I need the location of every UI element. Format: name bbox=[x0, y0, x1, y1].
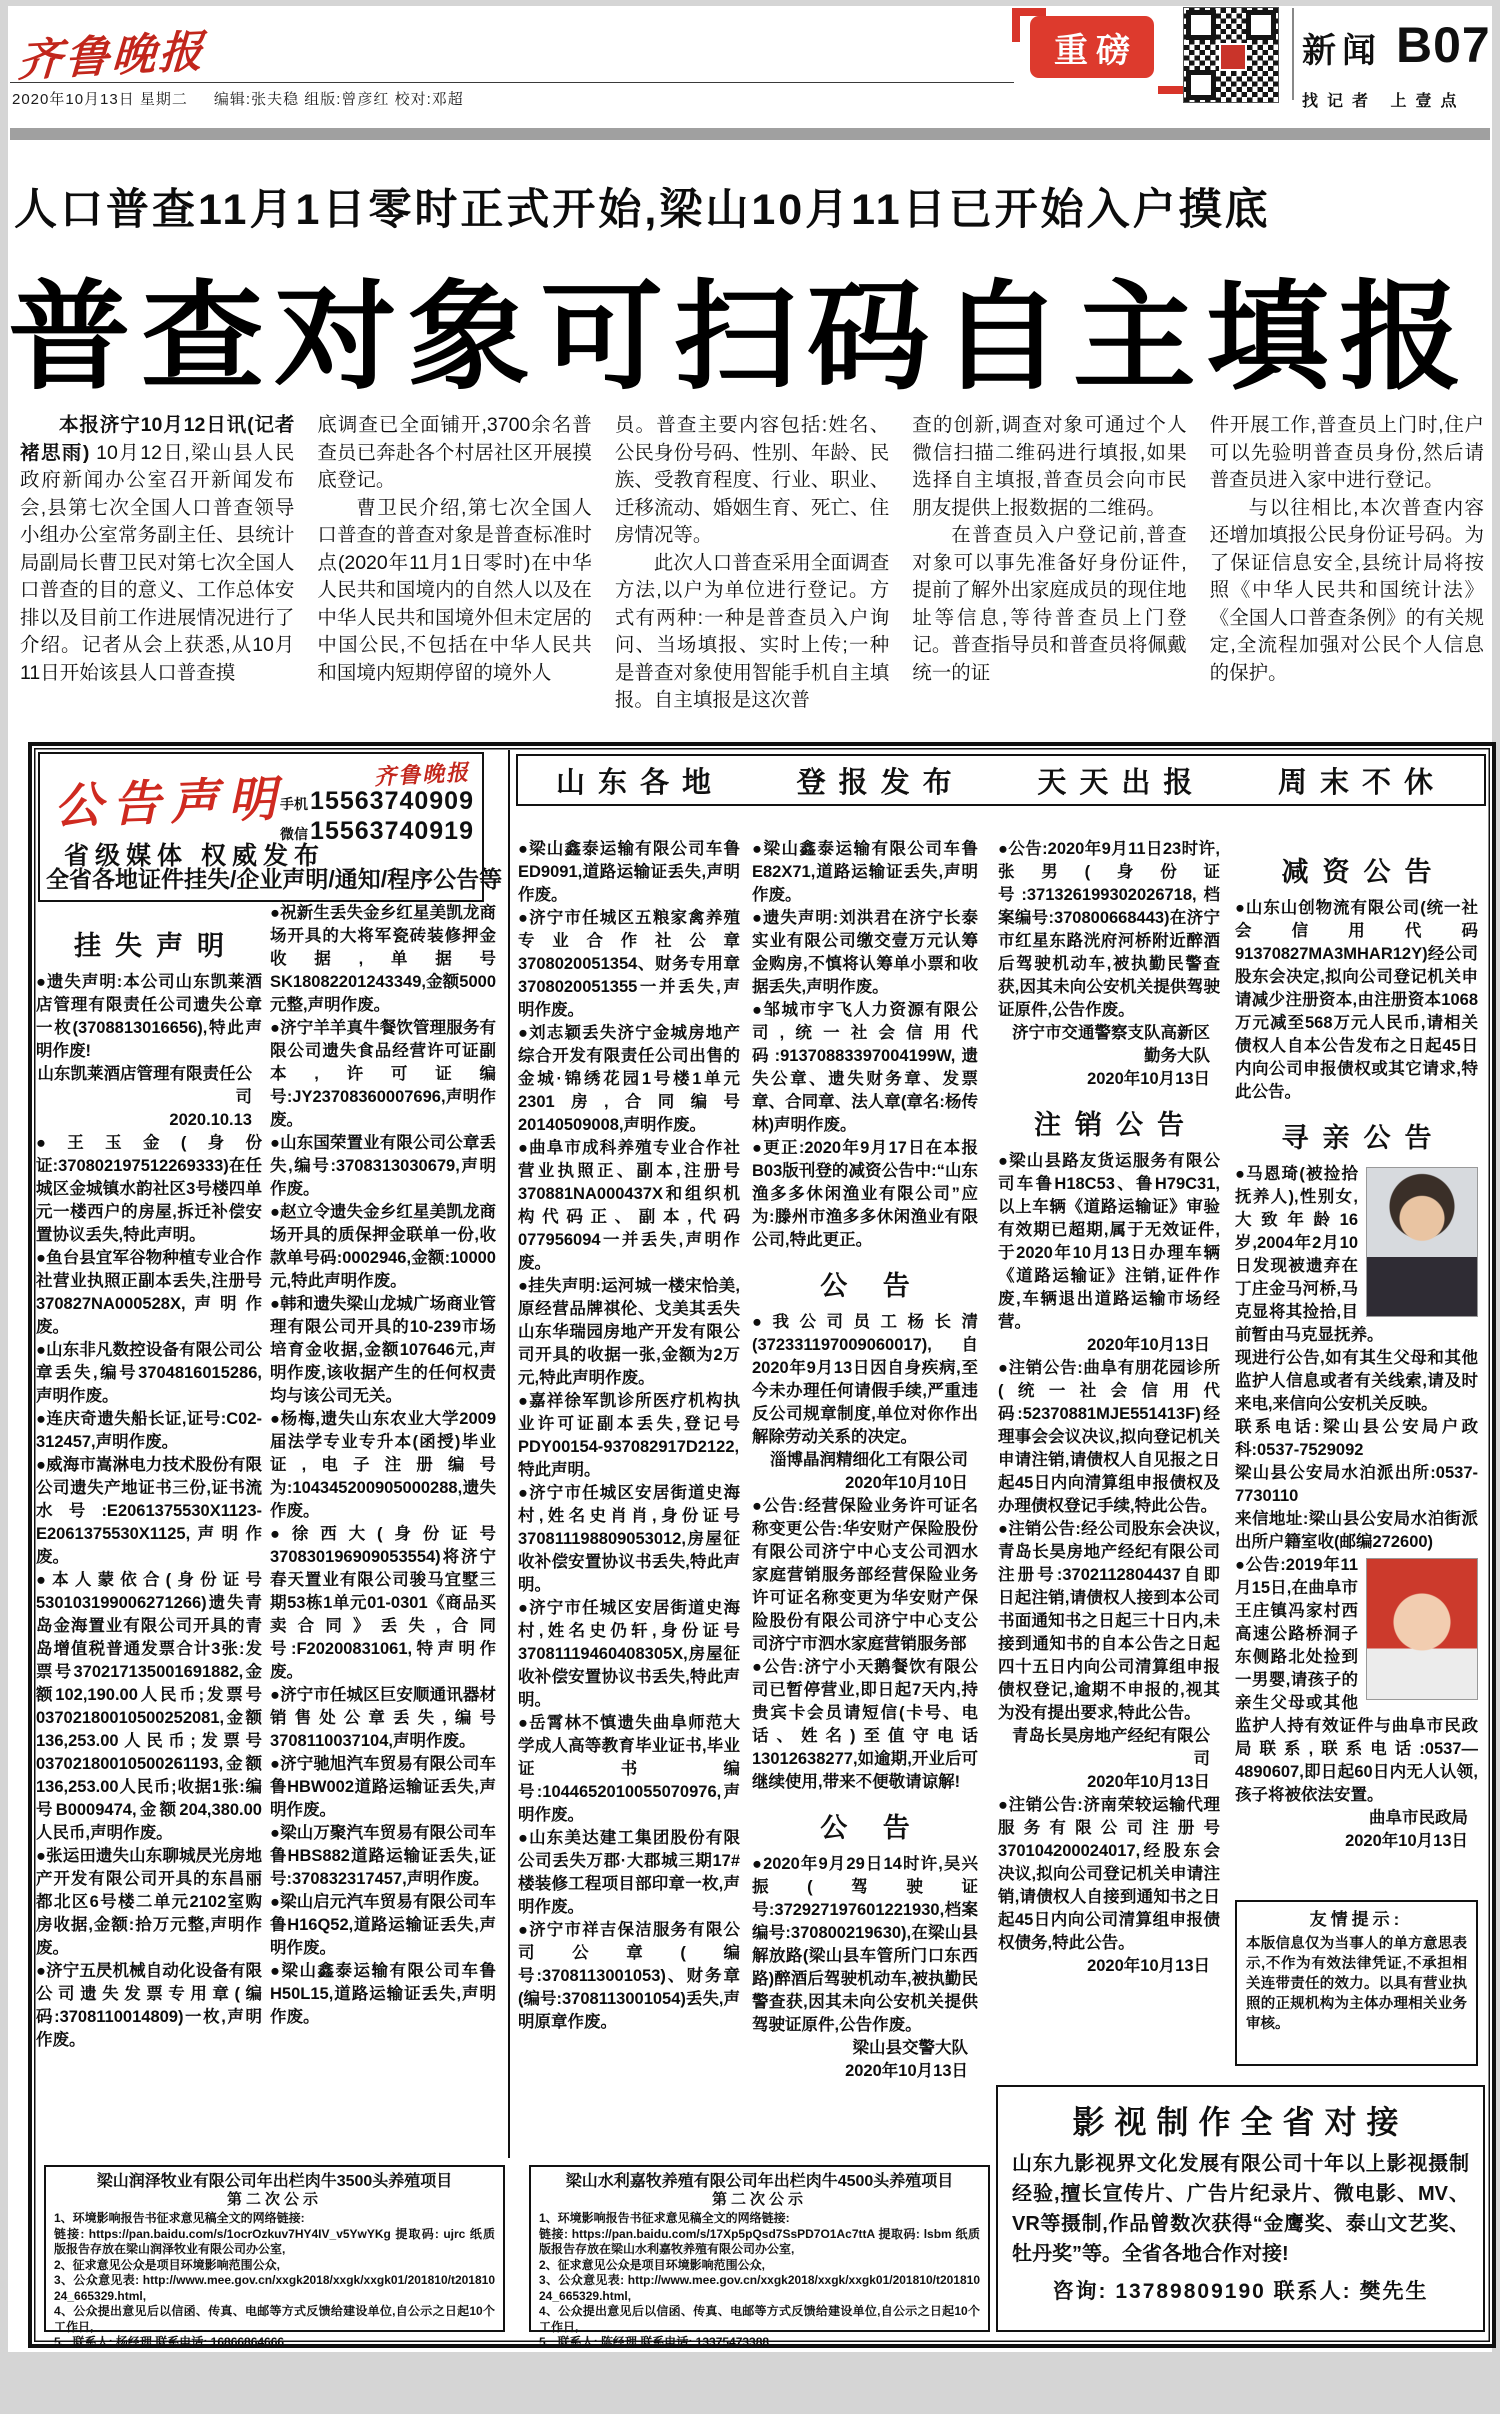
ads-section-header: 寻亲公告 bbox=[1281, 1123, 1446, 1153]
ad-item: ●注销公告:济南荣较运输代理服务有限公司注册号370104200024017,经股东会决议,拟向公司登记机关申请注销,请债权人自接到通知书之日起45日内向公司清算组申报债权债务,特此公告。 2020年10月13日 bbox=[998, 1794, 1220, 1978]
phone-number: 15563740909 bbox=[310, 787, 474, 815]
ad-item: ●威海市嵩淋电力技术股份有限公司遗失产地证书三份,证书流水号:E2061375530X1123-E2061375530X1125,声明作废。 bbox=[36, 1456, 262, 1566]
ad-item: ●梁山万聚汽车贸易有限公司车鲁HBS882道路运输证丢失,证号:370832317457,声明作废。 bbox=[270, 1824, 496, 1888]
ad-item: ●徐西大(身份证号370830196909053554)将济宁春天置业有限公司骏马宜墅三期53栋1单元01-0301《商品买卖合同》丢失,合同号:F20200831061,特声明作废。 bbox=[270, 1525, 496, 1681]
ads-masthead-box bbox=[38, 752, 503, 902]
list-item: 山东各地 bbox=[556, 766, 725, 799]
list-item: 链接: https://pan.baidu.com/s/17Xp5pQsd7SsPD7O1Ac7ttA 提取码: lsbm 纸质版报告存放在梁山水利嘉牧养殖有限公司办公室, bbox=[539, 2226, 980, 2256]
signature-line: 2020年10月13日 bbox=[845, 2062, 968, 2080]
ads-tagline: 省级媒体 权威发布 bbox=[64, 842, 325, 870]
ads-section-header: 注销公告 bbox=[1034, 1110, 1198, 1140]
list-item: 登报发布 bbox=[796, 766, 965, 799]
article-column-1 bbox=[20, 412, 294, 742]
article-paragraph: 查的创新,调查对象可通过个人微信扫描二维码进行填报,如果选择自主填报,普查员会向市民朋友提供上报数据的二维码。 bbox=[912, 414, 1187, 519]
ad-item: ●祝新生丢失金乡红星美凯龙商场开具的大将军瓷砖装修押金收据,单据号SK18082201243349,金额5000元整,声明作废。 bbox=[270, 904, 496, 1014]
ads-column-5 bbox=[998, 838, 1220, 2078]
signature-line: 2020年10月13日 bbox=[1087, 1336, 1210, 1354]
disclaimer-box bbox=[1235, 1900, 1478, 2066]
ads-brand-logo: 齐鲁晚报 bbox=[373, 759, 471, 790]
ads-service-banner bbox=[516, 754, 1486, 806]
film-ad-body: 山东九影视界文化发展有限公司十年以上影视摄制经验,擅长宣传片、广告片纪录片、微电影、MV、VR等摄制,作品曾数次获得“金鹰奖、泰山文艺奖、牡丹奖”等。全省各地合作对接! bbox=[1012, 2153, 1469, 2265]
article-column-3 bbox=[615, 412, 889, 742]
ad-item: ●济宁五昃机械自动化设备有限公司遗失发票专用章(编码:3708110014809)一枚,声明作废。 bbox=[36, 1962, 262, 2049]
list-item: 3、公众意见表: http://www.mee.gov.cn/xxgk2018/xxgk/xxgk01/201810/t20181024_665329.html, bbox=[54, 2273, 495, 2303]
ad-item: ●挂失声明:运河城一楼宋恰美,原经营品牌祺伦、戈美其丢失山东华瑞园房地产开发有限公司开具的收据一张,金额为2万元,特此声明作废。 bbox=[518, 1277, 740, 1387]
ad-item: ●梁山鑫泰运输有限公司车鲁E82X71,道路运输证丢失,声明作废。 bbox=[752, 840, 978, 904]
list-item: 周末不休 bbox=[1277, 766, 1446, 799]
ad-item: 来信地址:梁山县公安局水泊街派出所户籍室收(邮编272600) bbox=[1235, 1510, 1478, 1551]
film-production-ad-box bbox=[996, 2085, 1485, 2332]
ad-item: ●梁山鑫泰运输有限公司车鲁ED9091,道路运输证丢失,声明作废。 bbox=[518, 840, 740, 904]
list-item: 4、公众提出意见后以信函、传真、电邮等方式反馈给建设单位,自公示之日起10个工作日, bbox=[539, 2304, 980, 2334]
list-item: 1、环境影响报告书征求意见稿全文的网络链接: bbox=[539, 2211, 790, 2225]
qr-center-logo-icon bbox=[1219, 43, 1247, 71]
article-paragraph: 与以往相比,本次普查内容还增加填报公民身份证号码。为了保证信息安全,县统计局将按照《中华人民共和国统计法》《全国人口普查条例》的有关规定,全流程加强对公民个人信息的保护。 bbox=[1209, 496, 1485, 684]
ad-item: ●济宁市任城区安居街道史海村,姓名史仍轩,身份证号37081119460408305X,房屋征收补偿安置协议书丢失,特此声明。 bbox=[518, 1599, 740, 1709]
signature-line: 2020年10月10日 bbox=[845, 1474, 968, 1492]
ads-column-4 bbox=[752, 838, 978, 2158]
ad-item: ●遗失声明:刘洪君在济宁长泰实业有限公司缴交壹万元认筹金购房,不慎将认筹单小票和收据丢失,声明作废。 bbox=[752, 909, 978, 996]
ads-column-6 bbox=[1235, 838, 1478, 1896]
newspaper-logo: 齐鲁晚报 bbox=[16, 26, 207, 87]
ad-item: ●山东国荣置业有限公司公章丢失,编号:3708313030679,声明作废。 bbox=[270, 1134, 496, 1198]
ad-item: ●梁山县路友货运服务有限公司车鲁H18C53、鲁H79C31,以上车辆《道路运输证》审验有效期已超期,属于无效证件,于2020年10月13日办理车辆《道路运输证》注销,证件作废,车辆退出道路运输市场经营。 2020年10月13日 bbox=[998, 1150, 1220, 1357]
ads-column-1 bbox=[36, 912, 262, 2157]
article-paragraph: 底调查已全面铺开,3700余名普查员已奔赴各个村居社区开展摸底登记。 bbox=[317, 414, 592, 491]
masthead-slogan: 找记者 上壹点 bbox=[1302, 93, 1466, 110]
notice-title: 梁山润泽牧业有限公司年出栏肉牛3500头养殖项目 bbox=[96, 2173, 453, 2190]
section-page-label bbox=[1302, 16, 1491, 74]
public-notice-box-2 bbox=[529, 2165, 990, 2349]
disclaimer-title: 友情提示: bbox=[1309, 1910, 1404, 1929]
ad-item: ●赵立令遗失金乡红星美凯龙商场开具的质保押金联单一份,收款单号码:0002946,金额:10000元,特此声明作废。 bbox=[270, 1203, 496, 1290]
ad-item: ●张运田遗失山东聊城昃光房地产开发有限公司开具的东昌丽都北区6号楼二单元2102室购房收据,金额:拾万元整,声明作废。 bbox=[36, 1847, 262, 1957]
article-column-4 bbox=[912, 412, 1186, 742]
signature-line: 2020.10.13 bbox=[169, 1111, 252, 1129]
article-paragraph: 件开展工作,普查员上门时,住户可以先验明普查员身份,然后请普查员进入家中进行登记。 bbox=[1209, 414, 1485, 491]
dateline bbox=[12, 88, 464, 109]
signature-line: 2020年10月13日 bbox=[1087, 1070, 1210, 1088]
list-item: 2、征求意见公众是项目环境影响范围公众, bbox=[539, 2257, 766, 2272]
ads-section-header: 公 告 bbox=[820, 1813, 924, 1843]
ad-item: ●山东山创物流有限公司(统一社会信用代码91370827MA3MHAR12Y)经公司股东会决定,拟向公司登记机关申请减少注册资本,由注册资本1068万元减至568万元人民币,请相关债权人自本公告发布之日起45日内向公司申报债权或其它请求,特此公告。 bbox=[1235, 899, 1478, 1101]
ads-scope: 全省各地证件挂失/企业声明/通知/程序公告等 bbox=[46, 866, 503, 892]
list-item: 链接: https://pan.baidu.com/s/1ocrOzkuv7HY4IV_v5YwYKg 提取码: ujrc 纸质版报告存放在梁山润泽牧业有限公司办公室, bbox=[54, 2226, 495, 2256]
ad-item: ●马恩琦(被捡拾抚养人),性别女,大致年龄16岁,2004年2月10日发现被遗弃在丁庄金马河桥,马克显将其捡拾,目前暂由马克显抚养。 bbox=[1235, 1163, 1478, 1347]
ad-item: ●山东美达建工集团股份有限公司丢失万郡·大郡城三期17#楼装修工程项目部印章一枚,声明作废。 bbox=[518, 1829, 740, 1916]
breaking-badge: 重磅 bbox=[1030, 16, 1154, 78]
ad-item: ●公告:经营保险业务许可证名称变更公告:华安财产保险股份有限公司济宁中心支公司泗水家庭营销服务部经营保险业务许可证名称变更为华安财产保险股份有限公司济宁中心支公司济宁市泗水家庭营销服务部 bbox=[752, 1497, 978, 1653]
ads-section-header: 公 告 bbox=[820, 1271, 924, 1301]
classified-ads-box bbox=[28, 742, 1496, 2348]
masthead-rule bbox=[10, 82, 1014, 83]
ad-item: ●2020年9月29日14时许,吴兴振(驾驶证号:372927197601221930,档案编号:370800219630),在梁山县解放路(梁山县车管所门口东西路)醉酒后驾驶机动车,被执勤民警查获,因其未向公安机关提供驾驶证原件,公告作废。 梁山县交警大队 2020年10月13日 bbox=[752, 1853, 978, 2083]
ad-item: ●韩和遗失梁山龙城广场商业管理有限公司开具的10-239市场培育金收据,金额107646元,声明作废,该收据产生的任何权责均与该公司无关。 bbox=[270, 1295, 496, 1405]
notice-subtitle: 第二次公示 bbox=[226, 2191, 322, 2208]
article-kicker: 人口普查11月1日零时正式开始,梁山10月11日已开始入户摸底 bbox=[14, 186, 1271, 234]
article-column-5 bbox=[1210, 412, 1484, 742]
ad-item: ●山东非凡数控设备有限公司公章丢失,编号3704816015286,声明作废。 bbox=[36, 1341, 262, 1405]
missing-person-photo bbox=[1366, 1167, 1478, 1317]
wechat-label: 微信 bbox=[280, 826, 309, 842]
qr-finder-icon bbox=[1186, 70, 1216, 100]
list-item: 5、联系人: 陈经理 联系电话: 13375473388 bbox=[539, 2335, 770, 2349]
page-number: B07 bbox=[1396, 17, 1491, 73]
article-paragraph: 本报济宁10月12日讯(记者 褚思雨) 10月12日,梁山县人民政府新闻办公室召开新闻发布会,县第七次全国人口普查领导小组办公室常务副主任、县统计局副局长曹卫民对第七次全国人口普查的目的意义、工作总体安排以及目前工作进展情况进行了介绍。记者从会上获悉,从10月11日开始该县人口普查摸 bbox=[20, 414, 295, 684]
ad-item: ●济宁市任城区安居街道史海村,姓名史肖肖,身份证号370811198809053012,房屋征收补偿安置协议书丢失,特此声明。 bbox=[518, 1484, 740, 1594]
found-baby-photo bbox=[1366, 1558, 1478, 1700]
ad-item: ●公告:2019年11月15日,在曲阜市王庄镇冯家村西高速公路桥洞子东侧路北处捡到一男婴,请孩子的亲生父母或其他监护人持有效证件与曲阜市民政局联系,联系电话:0537—4890607,即日起60日内无人认领,孩子将被依法安置。 曲阜市民政局 2020年10月13日 bbox=[1235, 1554, 1478, 1853]
list-item: 3、公众意见表: http://www.mee.gov.cn/xxgk2018/xxgk/xxgk01/201810/t20181024_665329.html, bbox=[539, 2273, 980, 2303]
ad-item: ●我公司员工杨长清(372331197009060017),自2020年9月13日因自身疾病,至今未办理任何请假手续,严重违反公司规章制度,单位对你作出解除劳动关系的决定。 淄博晶润精细化工有限公司 2020年10月10日 bbox=[752, 1311, 978, 1495]
qr-finder-icon bbox=[1186, 10, 1216, 40]
notice-subtitle: 第二次公示 bbox=[711, 2191, 807, 2208]
signature-line: 青岛长昊房地产经纪有限公司 bbox=[1012, 1727, 1210, 1768]
ad-item: 联系电话:梁山县公安局户政科:0537-7529092 bbox=[1235, 1418, 1478, 1459]
ad-item: ●更正:2020年9月17日在本报B03版刊登的减资公告中:“山东渔多多休闲渔业有限公司”应为:滕州市渔多多休闲渔业有限公司,特此更正。 bbox=[752, 1139, 978, 1249]
signature-line: 2020年10月13日 bbox=[1087, 1957, 1210, 1975]
film-ad-contact: 咨询: 13789809190 联系人: 樊先生 bbox=[1052, 2280, 1429, 2303]
ad-item: ●梁山启元汽车贸易有限公司车鲁H16Q52,道路运输证丢失,声明作废。 bbox=[270, 1893, 496, 1957]
qr-code-icon bbox=[1184, 8, 1278, 102]
ad-item: 现进行公告,如有其生父母和其他监护人信息或者有关线索,请及时来电,来信向公安机关反映。 bbox=[1235, 1349, 1478, 1413]
staff-text: 编辑:张夫稳 组版:曾彦红 校对:邓超 bbox=[213, 91, 464, 108]
masthead-divider bbox=[1292, 8, 1294, 100]
public-notice-box-1 bbox=[44, 2165, 505, 2349]
ads-column-3 bbox=[518, 838, 740, 2158]
wechat-number: 15563740919 bbox=[310, 817, 474, 845]
newspaper-page bbox=[8, 6, 1492, 2352]
ad-item: ●注销公告:曲阜有朋花园诊所(统一社会信用代码:52370881MJE551413F)经理事会会议决议,拟向登记机关申请注销,请债权人自见报之日起45日内向清算组申报债权及办理债权登记手续,特此公告。 bbox=[998, 1359, 1220, 1515]
list-item: 5、联系人: 杨经理 联系电话: 16866864666 bbox=[54, 2335, 285, 2349]
ad-item: ●遗失声明:本公司山东凯莱酒店管理有限责任公司遗失公章一枚(3708813016656),特此声明作废! 山东凯莱酒店管理有限责任公司 2020.10.13 bbox=[36, 971, 262, 1132]
list-item: 天天出报 bbox=[1037, 766, 1206, 799]
ad-item: ●济宁市任城区五粮家禽养殖专业合作社公章3708020051354、财务专用章3708020051355一并丢失,声明作废。 bbox=[518, 909, 740, 1019]
notice-lines bbox=[539, 2211, 980, 2351]
ad-item: ●公告:济宁小天鹅餐饮有限公司已暂停营业,即日起7天内,持贵宾卡会员请短信(卡号、电话、姓名)至值守电话13012638277,如逾期,开业后可继续使用,带来不便敬请谅解! bbox=[752, 1658, 978, 1791]
qr-finder-icon bbox=[1246, 10, 1276, 40]
signature-line: 2020年10月13日 bbox=[1087, 1773, 1210, 1791]
ads-column-2 bbox=[270, 902, 496, 2157]
disclaimer-text: 本版信息仅为当事人的单方意思表示,不作为有效法律凭证,不承担相关连带责任的效力。以具有营业执照的正规机构为主体办理相关业务审核。 bbox=[1246, 1936, 1467, 2032]
ad-item: ●嘉祥徐军凯诊所医疗机构执业许可证副本丢失,登记号PDY00154-937082917D2122,特此声明。 bbox=[518, 1392, 740, 1479]
signature-line: 淄博晶润精细化工有限公司 bbox=[770, 1451, 968, 1469]
ad-item: 梁山县公安局水泊派出所:0537-7730110 bbox=[1235, 1464, 1478, 1505]
article-paragraph: 此次人口普查采用全面调查方法,以户为单位进行登记。方式有两种:一种是普查员入户询问、当场填报、实时上传;一种是普查对象使用智能手机自主填报。自主填报是这次普 bbox=[614, 551, 890, 711]
signature-line: 山东凯莱酒店管理有限责任公司 bbox=[37, 1065, 252, 1106]
ad-item: ●杨梅,遗失山东农业大学2009届法学专业专升本(函授)毕业证,电子注册编号为:104345200905000288,遗失作废。 bbox=[270, 1410, 496, 1520]
ad-item: ●济宁市任城区巨安顺通讯器材销售处公章丢失,编号3708110037104,声明作废。 bbox=[270, 1686, 496, 1750]
ad-item: ●济宁羊羊真牛餐饮管理服务有限公司遗失食品经营许可证副本,许可证编号:JY23708360007696,声明作废。 bbox=[270, 1019, 496, 1129]
ads-section-header: 减资公告 bbox=[1281, 857, 1446, 887]
separator-bar bbox=[10, 128, 1490, 140]
list-item: 4、公众提出意见后以信函、传真、电邮等方式反馈给建设单位,自公示之日起10个工作日, bbox=[54, 2304, 495, 2334]
article-column-2 bbox=[317, 412, 591, 742]
ad-item: ●梁山鑫泰运输有限公司车鲁H50L15,道路运输证丢失,声明作废。 bbox=[270, 1962, 496, 2026]
ad-item: ●连庆奇遗失船长证,证号:C02-312457,声明作废。 bbox=[36, 1410, 262, 1451]
date-text: 2020年10月13日 星期二 bbox=[12, 91, 188, 108]
ad-item: ●邹城市宇飞人力资源有限公司,统一社会信用代码:91370883397004199W,遗失公章、遗失财务章、发票章、合同章、法人章(章名:杨传林)声明作废。 bbox=[752, 1001, 978, 1134]
list-item: 2、征求意见公众是项目环境影响范围公众, bbox=[54, 2257, 281, 2272]
signature-line: 2020年10月13日 bbox=[1345, 1832, 1468, 1850]
phone-label: 手机 bbox=[280, 796, 309, 812]
ad-item: ●公告:2020年9月11日23时许,张男(身份证号:371326199302026718,档案编号:370800668443)在济宁市红星东路洸府河桥附近醉酒后驾驶机动车,被执勤民警查获,因其未向公安机关提供驾驶证原件,公告作废。 济宁市交通警察支队高新区勤务大队 2020年10月13日 bbox=[998, 838, 1220, 1091]
ad-item: ●鱼台县宜军谷物种植专业合作社营业执照正副本丢失,注册号370827NA000528X,声明作废。 bbox=[36, 1249, 262, 1336]
article-paragraph: 曹卫民介绍,第七次全国人口普查的普查对象是普查标准时点(2020年11月1日零时)在中华人民共和国境内的自然人以及在中华人民共和国境外但未定居的中国公民,不包括在中华人民共和国境内短期停留的境外人 bbox=[317, 496, 592, 684]
ad-item: ●注销公告:经公司股东会决议,青岛长昊房地产经纪有限公司注册号:3702112804437自即日起注销,请债权人接到本公司书面通知书之日起三十日内,未接到通知书的自本公告之日起四十五日内向公司清算组申报债权登记,逾期不申报的,视其为没有提出要求,特此公告。 青岛长昊房地产经纪有限公司 2020年10月13日 bbox=[998, 1518, 1220, 1794]
ad-item: ●刘志颖丢失济宁金城房地产综合开发有限责任公司出售的金城·锦绣花园1号楼1单元2301房,合同编号20140509008,声明作废。 bbox=[518, 1024, 740, 1134]
section-name: 新闻 bbox=[1302, 32, 1382, 70]
ad-item: ●曲阜市成科养殖专业合作社营业执照正、副本,注册号370881NA000437X和组织机构代码正、副本,代码077956094一并丢失,声明作废。 bbox=[518, 1139, 740, 1272]
ad-item: ●王玉金(身份证:370802197512269333)在任城区金城镇水韵社区3号楼四单元一楼西户的房屋,拆迁补偿安置协议丢失,特此声明。 bbox=[36, 1134, 262, 1244]
list-item: 1、环境影响报告书征求意见稿全文的网络链接: bbox=[54, 2211, 305, 2225]
signature-line: 梁山县交警大队 bbox=[852, 2039, 968, 2057]
signature-line: 济宁市交通警察支队高新区勤务大队 bbox=[1012, 1024, 1210, 1065]
film-ad-title: 影视制作全省对接 bbox=[1072, 2104, 1409, 2140]
ad-item: ●岳霄林不慎遗失曲阜师范大学成人高等教育毕业证书,毕业证书编号:1044652010055070976,声明作废。 bbox=[518, 1714, 740, 1824]
article-body bbox=[20, 412, 1484, 742]
notice-title: 梁山水利嘉牧养殖有限公司年出栏肉牛4500头养殖项目 bbox=[565, 2173, 954, 2190]
ad-item: ●济宁市祥吉保洁服务有限公司公章(编号:3708113001053)、财务章(编号:3708113001054)丢失,声明原章作废。 bbox=[518, 1921, 740, 2031]
signature-line: 曲阜市民政局 bbox=[1369, 1809, 1468, 1827]
article-paragraph: 在普查员入户登记前,普查对象可以事先准备好身份证件,提前了解外出家庭成员的现住地址等信息,等待普查员上门登记。普查指导员和普查员将佩戴统一的证 bbox=[912, 524, 1187, 684]
article-headline: 普查对象可扫码自主填报 bbox=[8, 272, 1473, 404]
article-paragraph: 员。普查主要内容包括:姓名、公民身份号码、性别、年龄、民族、受教育程度、行业、职业、迁移流动、婚姻生育、死亡、住房情况等。 bbox=[614, 414, 890, 546]
ads-section-header: 挂失声明 bbox=[74, 931, 238, 961]
notice-lines bbox=[54, 2211, 495, 2351]
ad-item: ●本人蒙依合(身份证号530103199006271266)遗失青岛金海置业有限公司开具的青岛增值税普通发票合计3张:发票号370217135001691882,金额102,190.00人民币;发票号03702180010500252081,金额136,253.00人民币;发票号03702180010500261193,金额136,253.00人民币;收据1张:编号B0009474,金额204,380.00人民币,声明作废。 bbox=[36, 1571, 262, 1842]
ad-item: ●济宁驰旭汽车贸易有限公司车鲁HBW002道路运输证丢失,声明作废。 bbox=[270, 1755, 496, 1819]
column-rule bbox=[508, 750, 510, 2158]
ads-title: 公告声明 bbox=[53, 772, 288, 835]
